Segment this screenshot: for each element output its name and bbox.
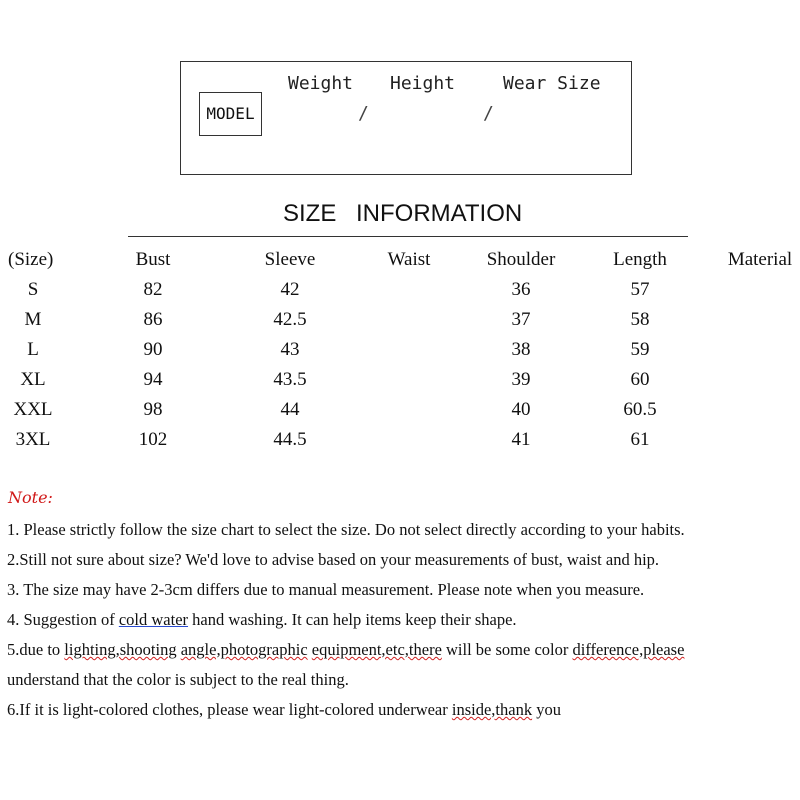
spellcheck-underline: lighting,shooting — [64, 640, 177, 659]
size-cell: L — [27, 339, 39, 360]
bust-cell: 102 — [138, 429, 168, 450]
note-line-3: 3. The size may have 2-3cm differs due to manual measurement. Please note when you measure. — [7, 580, 645, 599]
size-cell: XXL — [13, 399, 53, 420]
note-line-5 — [7, 640, 684, 660]
sleeve-cell: 44 — [280, 399, 300, 420]
bust-cell: 82 — [143, 279, 163, 300]
height-size-separator: / — [483, 103, 494, 124]
col-material-header: Material — [727, 249, 793, 270]
col-size-header: (Size) — [8, 249, 54, 270]
shoulder-cell: 37 — [511, 309, 531, 330]
note-text: hand washing. It can help items keep their shape. — [188, 610, 517, 629]
shoulder-cell: 38 — [511, 339, 531, 360]
col-length-header: Length — [613, 249, 667, 270]
spellcheck-underline: difference,please — [572, 640, 685, 659]
bust-cell: 98 — [143, 399, 163, 420]
length-cell: 59 — [630, 339, 650, 360]
note-text: 6.If it is light-colored clothes, please wear light-colored underwear — [7, 700, 452, 719]
bust-cell: 94 — [143, 369, 163, 390]
size-cell: M — [24, 309, 42, 330]
size-cell: S — [27, 279, 39, 300]
length-cell: 60.5 — [623, 399, 657, 420]
title-information: INFORMATION — [356, 200, 523, 227]
col-shoulder-header: Shoulder — [486, 249, 556, 270]
title-size: SIZE — [283, 200, 337, 227]
weight-header: Weight — [288, 73, 354, 94]
sleeve-cell: 43 — [280, 339, 300, 360]
note-line-4 — [7, 610, 517, 630]
bust-cell: 86 — [143, 309, 163, 330]
col-bust-header: Bust — [135, 249, 171, 270]
spellcheck-underline: inside,thank — [451, 700, 533, 719]
length-cell: 57 — [630, 279, 650, 300]
size-cell: 3XL — [15, 429, 51, 450]
shoulder-cell: 41 — [511, 429, 531, 450]
bust-cell: 90 — [143, 339, 163, 360]
note-line-1: 1. Please strictly follow the size chart to select the size. Do not select directly according to your habits. — [7, 520, 685, 539]
note-line-2: 2.Still not sure about size? We'd love to advise based on your measurements of bust, waist and hip. — [7, 550, 660, 569]
col-waist-header: Waist — [387, 249, 431, 270]
length-cell: 58 — [630, 309, 650, 330]
spellcheck-underline: equipment,etc,there — [311, 640, 442, 659]
sleeve-cell: 44.5 — [273, 429, 307, 450]
size-cell: XL — [20, 369, 46, 390]
shoulder-cell: 36 — [511, 279, 531, 300]
note-line-6 — [7, 700, 561, 720]
note-label: Note: — [8, 488, 53, 507]
height-header: Height — [390, 73, 456, 94]
sleeve-cell: 43.5 — [273, 369, 307, 390]
cold-water-highlight: cold water — [118, 610, 189, 629]
note-text: 5.due to — [7, 640, 65, 659]
note-text: will be some color — [441, 640, 573, 659]
note-text: you — [532, 700, 561, 719]
length-cell: 61 — [630, 429, 650, 450]
shoulder-cell: 39 — [511, 369, 531, 390]
col-sleeve-header: Sleeve — [264, 249, 316, 270]
sleeve-cell: 42 — [280, 279, 300, 300]
weight-height-separator: / — [358, 103, 369, 124]
note-line-5-cont: understand that the color is subject to the real thing. — [7, 670, 349, 689]
length-cell: 60 — [630, 369, 650, 390]
title-divider — [128, 236, 688, 237]
sleeve-cell: 42.5 — [273, 309, 307, 330]
wear-size-header: Wear Size — [503, 73, 601, 94]
shoulder-cell: 40 — [511, 399, 531, 420]
spellcheck-underline: angle,photographic — [180, 640, 308, 659]
note-text: 4. Suggestion of — [7, 610, 119, 629]
model-badge: MODEL — [199, 92, 262, 136]
